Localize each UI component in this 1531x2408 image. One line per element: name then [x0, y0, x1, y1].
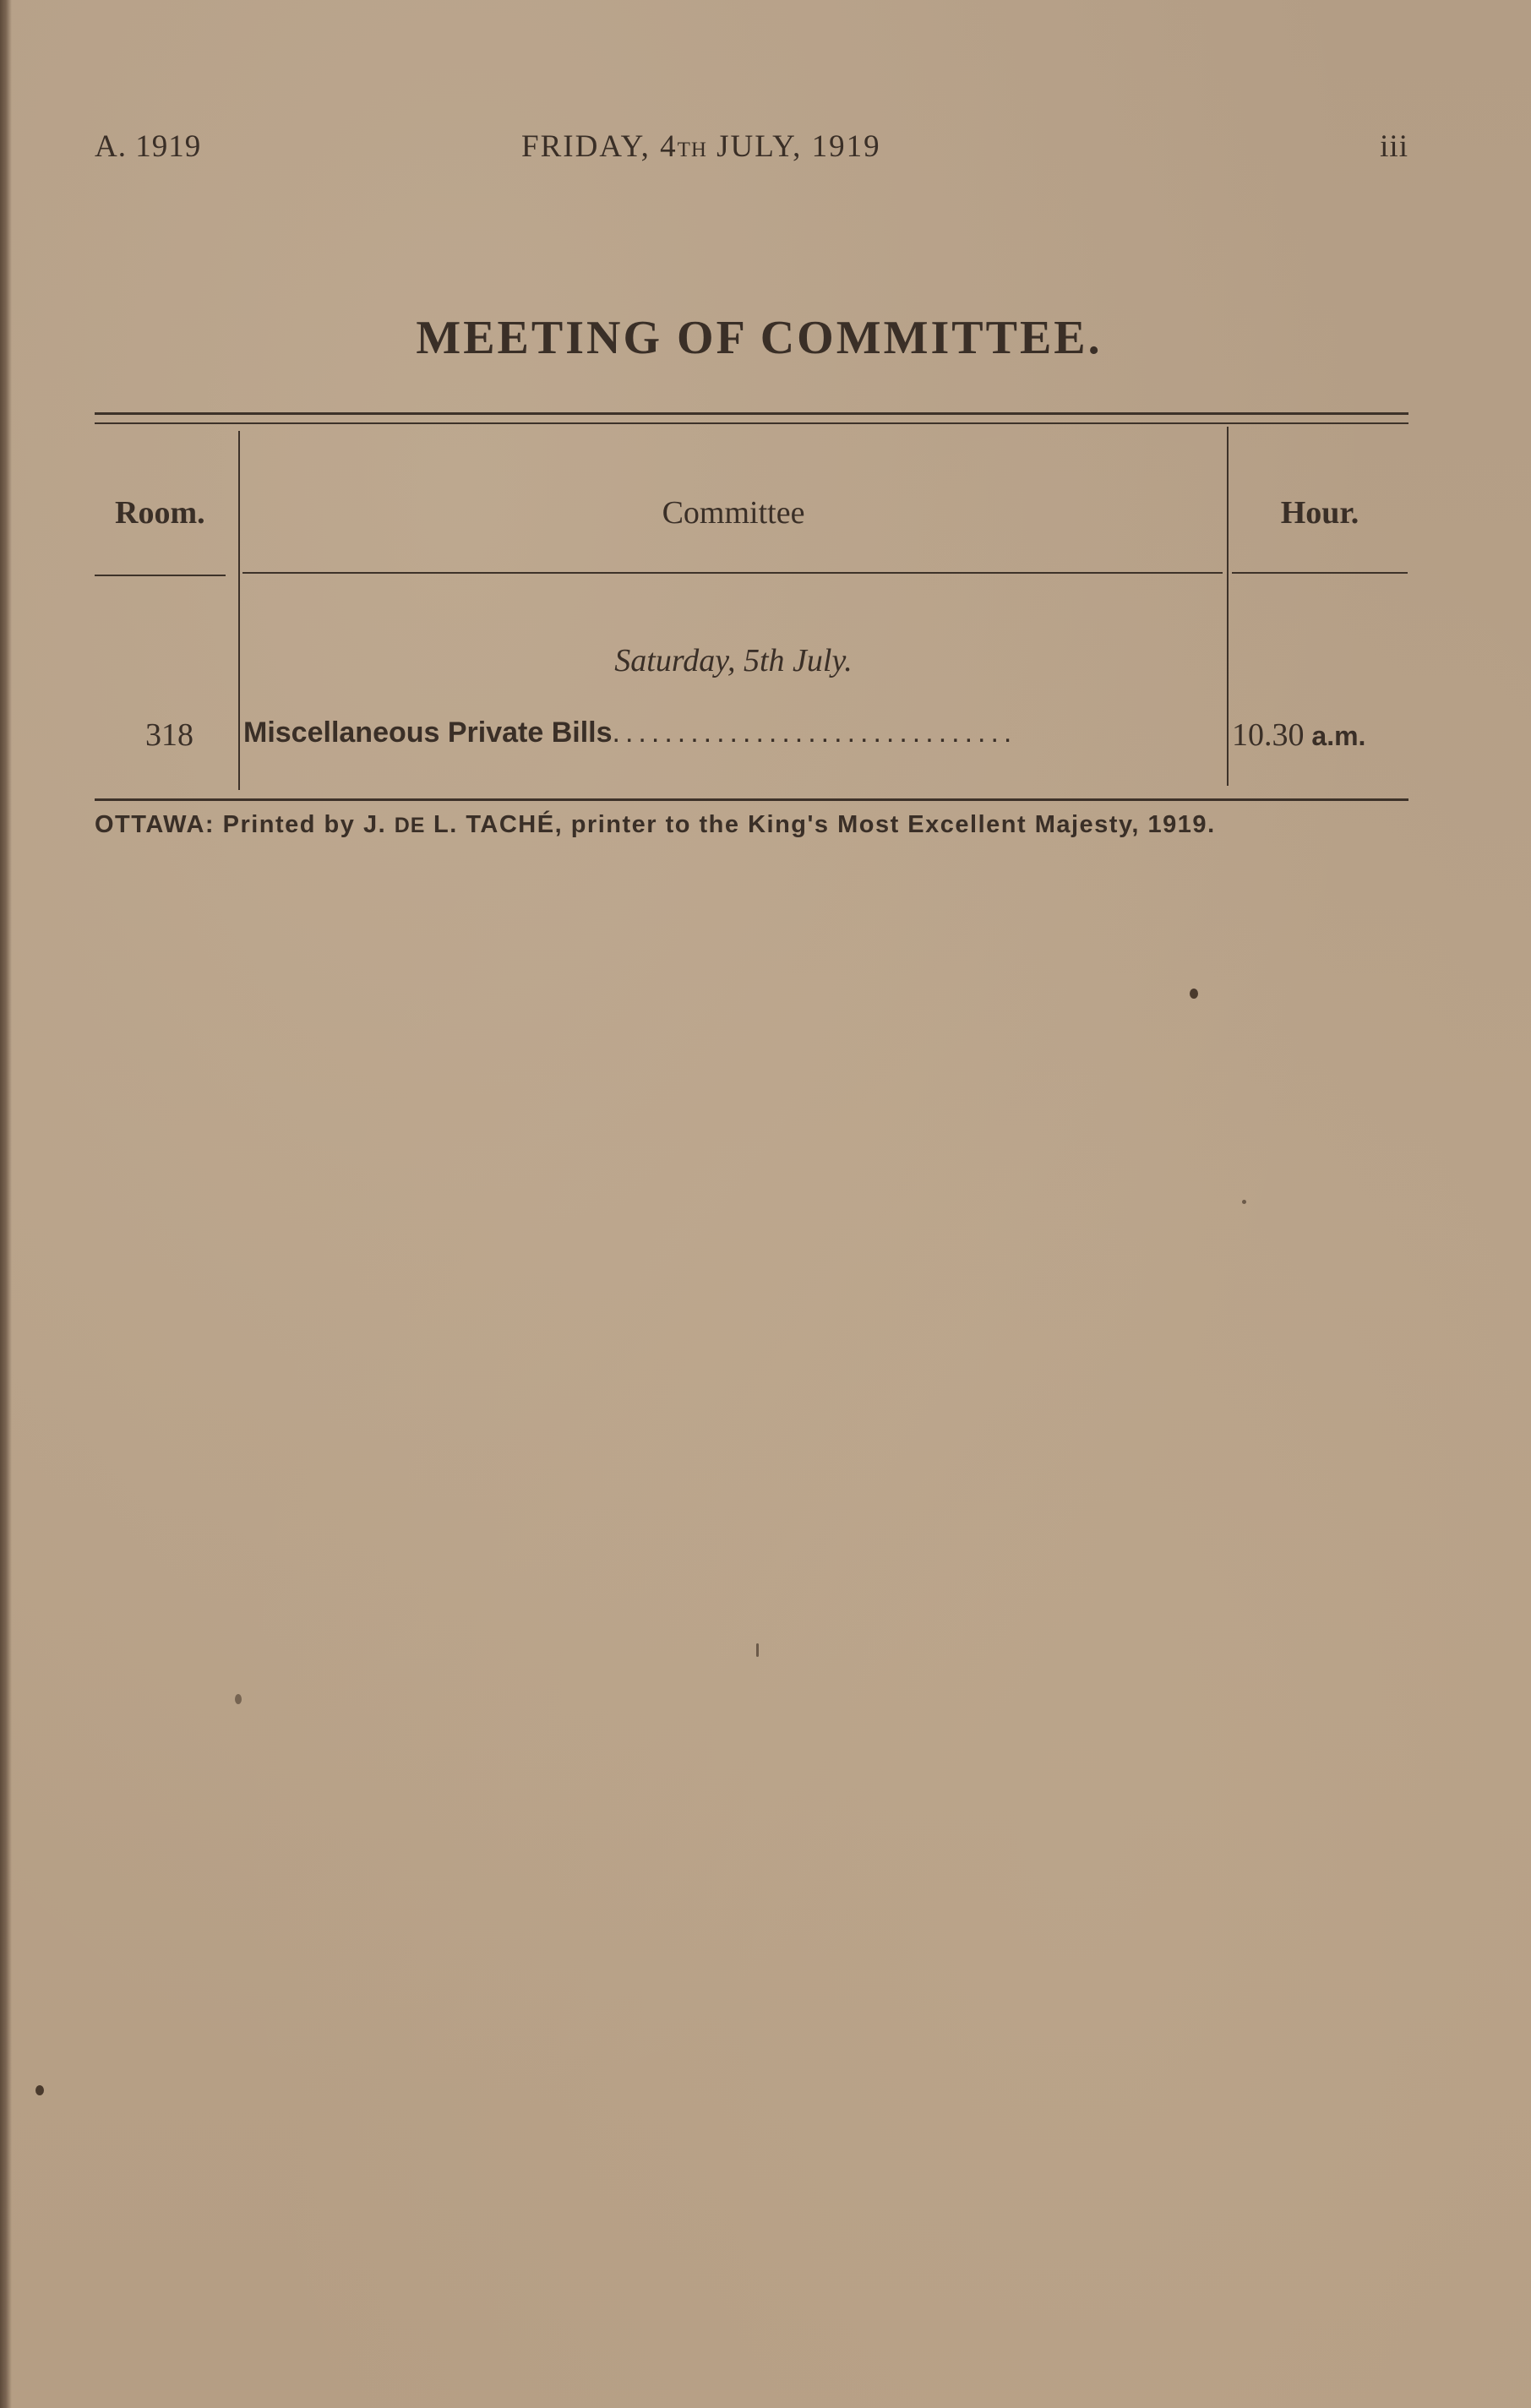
date-day-number: 4: [660, 129, 678, 164]
hour-suffix: a.m.: [1304, 721, 1366, 751]
row-hour: [1232, 716, 1365, 754]
paper-speck: [1190, 989, 1198, 999]
table-row: [95, 716, 1413, 759]
page-title: MEETING OF COMMITTEE.: [416, 312, 1103, 364]
row-room: 318: [145, 717, 193, 753]
running-head: [95, 128, 1408, 171]
column-header-hour: Hour.: [1280, 495, 1359, 531]
column-header-room: Room.: [115, 495, 205, 531]
table-bottom-rule: [95, 798, 1408, 801]
row-committee: [243, 716, 1223, 749]
paper-speck: [756, 1643, 759, 1657]
header-rule-room: [95, 575, 226, 576]
hour-time: 10.30: [1232, 717, 1305, 753]
page-number: iii: [1380, 129, 1408, 164]
date-day-suffix: TH: [677, 139, 707, 161]
session-year: A. 1919: [95, 129, 202, 164]
header-rule-committee: [242, 572, 1223, 574]
date-rest: JULY, 1919: [706, 129, 881, 164]
dot-leaders: ...............................: [612, 716, 1017, 749]
committee-name: Miscellaneous Private Bills: [243, 716, 613, 749]
paper-speck: [35, 2085, 44, 2095]
imprint-name: TACHÉ: [466, 811, 555, 838]
imprint-de: DE: [394, 814, 426, 837]
day-label: Saturday, 5th July.: [614, 643, 853, 678]
date-prefix: FRIDAY,: [521, 129, 661, 164]
printer-imprint: [95, 811, 1413, 839]
column-header-committee: Committee: [662, 495, 805, 531]
running-head-date: [521, 128, 881, 165]
table-top-rule-inner: [95, 422, 1408, 424]
header-rule-hour: [1232, 572, 1408, 574]
imprint-rest: , printer to the King's Most Excellent Majesty, 1919.: [554, 811, 1216, 838]
paper-speck: [235, 1694, 242, 1704]
imprint-city: OTTAWA: [95, 811, 205, 838]
paper-speck: [1242, 1200, 1246, 1204]
imprint-initial: L.: [425, 811, 466, 838]
imprint-sep: : Printed by J.: [204, 811, 395, 838]
table-top-rule: [95, 412, 1408, 415]
